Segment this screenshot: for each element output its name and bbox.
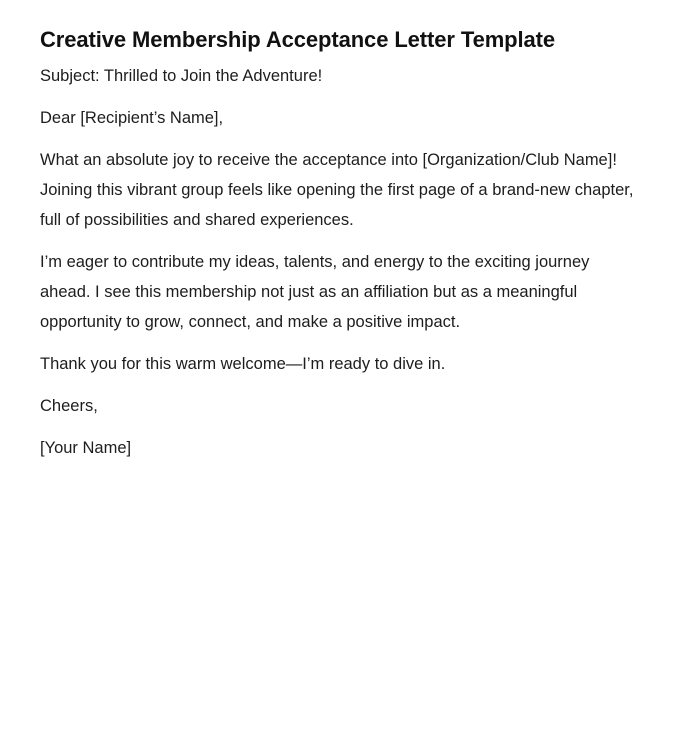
subject-line: Subject: Thrilled to Join the Adventure! <box>40 67 323 86</box>
body-paragraph-2: I’m eager to contribute my ideas, talents, and energy to the exciting journey ahead. I see this membership not just as an affiliation but as a meaningful opportunity to grow, connect, and make a positive impact. <box>40 253 590 332</box>
salutation: Dear [Recipient’s Name], <box>40 109 224 128</box>
closing-thanks: Thank you for this warm welcome—I’m ready to dive in. <box>40 355 446 374</box>
signature-name: [Your Name] <box>40 439 132 458</box>
signoff: Cheers, <box>40 397 98 416</box>
page-title: Creative Membership Acceptance Letter Template <box>40 27 556 52</box>
body-paragraph-1: What an absolute joy to receive the acceptance into [Organization/Club Name]! Joining this vibrant group feels like opening the first page of a brand-new chapter, full of possibilities and shared experiences. <box>40 151 634 230</box>
